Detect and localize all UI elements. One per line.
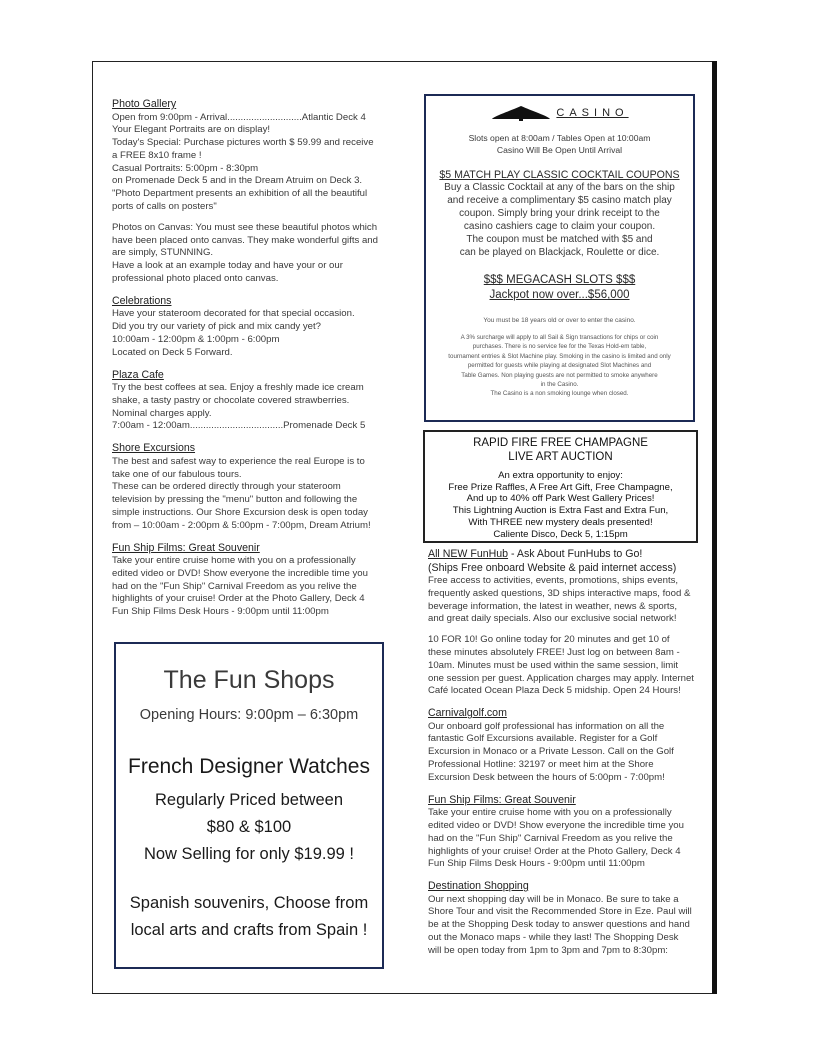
section-heading: Fun Ship Films: Great Souvenir <box>428 793 576 806</box>
text-line: Our next shopping day will be in Monaco. Be sure to take a <box>428 893 679 905</box>
auction-heading: LIVE ART AUCTION <box>508 451 613 463</box>
text-line: be at the Shopping Desk today to answer questions and hand <box>428 919 690 931</box>
casino-hours: Slots open at 8:00am / Tables Open at 10:00am <box>468 133 651 143</box>
text-line: 10:00am - 12:00pm & 1:00pm - 6:00pm <box>112 333 280 345</box>
text-line: on Promenade Deck 5 and in the Dream Atruim on Deck 3. <box>112 175 363 187</box>
fine-print-line: permitted for guests while playing at designated Slot Machines and <box>467 362 652 370</box>
fun-shops-title: The Fun Shops <box>163 666 335 694</box>
text-line: Photos on Canvas: You must see these beautiful photos which <box>112 221 378 233</box>
photo-gallery-section <box>112 98 380 286</box>
jackpot-text: Jackpot now over...$56,000 <box>489 289 630 301</box>
text-line: Excursion in Monaco or a Private Lesson. Call on the Golf <box>428 746 674 758</box>
section-heading: Shore Excursions <box>112 442 196 455</box>
coupon-line: coupon. Simply bring your drink receipt to the <box>459 208 660 219</box>
funhub-heading-rest: - Ask About FunHubs to Go! <box>508 548 643 560</box>
art-auction-box <box>423 430 698 543</box>
text-line: and great daily specials. Also our exclusive social network! <box>428 613 677 625</box>
text-line: out the Monaco maps - while they last! The Shopping Desk <box>428 932 679 944</box>
coupon-line: and receive a complimentary $5 casino match play <box>447 195 672 206</box>
text-line: Excursion Desk between the hours of 5:00pm - 7:00pm! <box>428 771 665 783</box>
text-line: shake, a tasty pastry or chocolate covered strawberries. <box>112 394 350 406</box>
section-heading: Carnivalgolf.com <box>428 707 507 720</box>
age-notice: You must be 18 years old or over to enter the casino. <box>483 317 636 324</box>
text-line: ports of calls on posters" <box>112 201 217 213</box>
text-line: The best and safest way to experience the real Europe is to <box>112 455 365 467</box>
watches-heading: French Designer Watches <box>128 755 370 778</box>
text-line: highlights of your cruise! Order at the Photo Gallery, Deck 4 <box>112 593 365 605</box>
fun-shops-box <box>114 642 384 969</box>
auction-line: An extra opportunity to enjoy: <box>498 470 623 481</box>
coupon-line: can be played on Blackjack, Roulette or dice. <box>459 247 660 258</box>
fine-print-line: A 3% surcharge will apply to all Sail & Sign transactions for chips or coin <box>460 334 659 341</box>
coupon-line: Buy a Classic Cocktail at any of the bars on the ship <box>444 182 675 193</box>
text-line: edited video or DVD! Show everyone the incredible time you <box>112 567 368 579</box>
sale-price-text: Now Selling for only $19.99 ! <box>143 845 355 863</box>
souvenirs-line: Spanish souvenirs, Choose from <box>129 894 369 912</box>
souvenirs-line: local arts and crafts from Spain ! <box>130 921 368 939</box>
fun-ship-films-section <box>428 794 698 871</box>
casino-hours: Casino Will Be Open Until Arrival <box>496 145 623 155</box>
text-line: Try the best coffees at sea. Enjoy a freshly made ice cream <box>112 382 364 394</box>
text-line: Today's Special: Purchase pictures worth $ 59.99 and receive <box>112 137 374 149</box>
destination-shopping-section <box>428 880 698 957</box>
text-line: from – 10:00am - 2:00pm & 5:00pm - 7:00pm, Dream Atrium! <box>112 519 371 531</box>
fun-shops-hours: Opening Hours: 9:00pm – 6:30pm <box>139 707 359 723</box>
fine-print-line: purchases. There is no service fee for the Texas Hold-em table, <box>472 343 647 351</box>
coupon-heading: $5 MATCH PLAY CLASSIC COCKTAIL COUPONS <box>439 169 680 181</box>
text-line: Have your stateroom decorated for that special occasion. <box>112 308 355 320</box>
fun-ship-films-section <box>112 542 380 619</box>
coupon-line: The coupon must be matched with $5 and <box>466 234 653 245</box>
text-line: fantastic Golf Excursions available. Register for a Golf <box>428 733 658 745</box>
text-line: Casual Portraits: 5:00pm - 8:30pm <box>112 162 259 174</box>
text-line: Professional Hotline: 32197 or meet him at the Shore <box>428 759 654 771</box>
text-line: 7:00am - 12:00am...................................Promenade Deck 5 <box>112 420 366 432</box>
text-line: these minutes absolutely FREE! Just log on between 8am - <box>428 646 680 658</box>
text-line: Your Elegant Portraits are on display! <box>112 124 271 136</box>
auction-line: And up to 40% off Park West Gallery Prices! <box>466 493 655 505</box>
text-line: 10 FOR 10! Go online today for 20 minutes and get 10 of <box>428 634 670 646</box>
auction-line: Free Prize Raffles, A Free Art Gift, Free Champagne, <box>448 481 673 493</box>
text-line: Nominal charges apply. <box>112 407 212 419</box>
text-line: had on the "Fun Ship" Carnival Freedom as you relive the <box>428 832 673 844</box>
fine-print-line: The Casino is a non smoking lounge when closed. <box>490 390 629 398</box>
coupon-line: casino cashiers cage to claim your coupon. <box>463 221 656 232</box>
spade-icon <box>490 104 552 122</box>
fine-print-line: Table Games. Non playing guests are not permitted to smoke anywhere <box>461 371 658 379</box>
auction-line: With THREE new mystery deals presented! <box>468 516 653 528</box>
casino-box <box>424 94 695 422</box>
auction-heading: RAPID FIRE FREE CHAMPAGNE <box>473 437 648 449</box>
regular-price-text: Regularly Priced between <box>154 791 344 809</box>
shore-excursions-section <box>112 442 380 532</box>
text-line: These can be ordered directly through your stateroom <box>112 481 341 493</box>
text-line: Take your entire cruise home with you on a professionally <box>428 807 672 819</box>
text-line: 10am. Minutes must be used within the same session, limit <box>428 659 679 671</box>
megacash-heading: $$$ MEGACASH SLOTS $$$ <box>483 274 636 286</box>
funhub-section <box>428 548 698 698</box>
section-heading: Fun Ship Films: Great Souvenir <box>112 541 260 554</box>
plaza-cafe-section <box>112 369 380 434</box>
text-line: Our onboard golf professional has information on all the <box>428 720 665 732</box>
casino-logo <box>426 102 693 124</box>
text-line: Take your entire cruise home with you on a professionally <box>112 555 356 567</box>
text-line: highlights of your cruise! Order at the Photo Gallery, Deck 4 <box>428 845 681 857</box>
text-line: a FREE 8x10 frame ! <box>112 149 202 161</box>
funhub-heading: All NEW FunHub <box>428 548 509 560</box>
text-line: one session per guest. Application charges may apply. Internet <box>428 672 694 684</box>
text-line: Have a look at an example today and have your or our <box>112 260 343 272</box>
section-heading: Plaza Cafe <box>112 368 164 381</box>
text-line: will be open today from 1pm to 3pm and 7pm to 8:30pm: <box>428 944 668 956</box>
right-column <box>428 548 698 967</box>
auction-line: Caliente Disco, Deck 5, 1:15pm <box>493 528 628 540</box>
auction-line: This Lightning Auction is Extra Fast and Extra Fun, <box>452 505 669 517</box>
fine-print-line: in the Casino. <box>540 381 579 389</box>
text-line: Located on Deck 5 Forward. <box>112 346 233 358</box>
text-line: Open from 9:00pm - Arrival............................Atlantic Deck 4 <box>112 111 366 123</box>
text-line: simple instructions. Our Shore Excursion desk is open today <box>112 506 368 518</box>
text-line: Fun Ship Films Desk Hours - 9:00pm until 11:00pm <box>112 606 329 618</box>
celebrations-section <box>112 295 380 360</box>
text-line: are simply, STUNNING. <box>112 247 214 259</box>
text-line: Did you try our variety of pick and mix candy yet? <box>112 321 322 333</box>
text-line: Café located Ocean Plaza Deck 5 midship. Open 24 Hours! <box>428 685 681 697</box>
casino-logo-text: CASINO <box>556 107 629 119</box>
section-heading: Photo Gallery <box>112 98 177 110</box>
text-line: television by pressing the "menu" button and following the <box>112 494 358 506</box>
scan-edge <box>712 61 717 994</box>
text-line: Shore Tour and visit the Recommended Store in Eze. Paul will <box>428 906 692 918</box>
text-line: frequently asked questions, 3D ships interactive maps, food & <box>428 587 691 599</box>
fine-print-line: tournament entries & Slot Machine play. Smoking in the casino is limited and only <box>448 352 671 360</box>
left-column <box>112 98 380 628</box>
price-range: $80 & $100 <box>206 818 292 836</box>
section-heading: Celebrations <box>112 294 172 307</box>
text-line: take one of our fabulous tours. <box>112 468 242 480</box>
carnivalgolf-section <box>428 707 698 784</box>
text-line: Free access to activities, events, promotions, ships events, <box>428 575 679 586</box>
text-line: professional photo placed onto canvas. <box>112 273 279 285</box>
text-line: "Photo Department presents an exhibition of all the beautiful <box>112 188 368 200</box>
section-heading: Destination Shopping <box>428 880 529 893</box>
text-line: edited video or DVD! Show everyone the incredible time you <box>428 819 684 831</box>
funhub-subheading: (Ships Free onboard Website & paid internet access) <box>428 561 677 574</box>
text-line: beverage information, the latest in weather, news & sports, <box>428 600 678 612</box>
text-line: Fun Ship Films Desk Hours - 9:00pm until 11:00pm <box>428 858 645 870</box>
text-line: have been placed onto canvas. They make wonderful gifts and <box>112 234 378 246</box>
text-line: had on the "Fun Ship" Carnival Freedom as you relive the <box>112 580 357 592</box>
